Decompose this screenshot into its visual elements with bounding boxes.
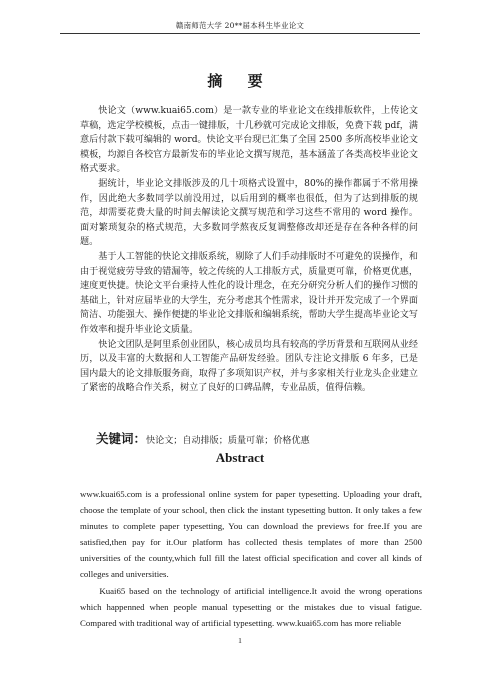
abstract-title-en: Abstract xyxy=(215,450,265,465)
abstract-cn-paragraph-1: 快论文（www.kuai65.com）是一款专业的毕业论文在线排版软件，上传论文草稿，选定学校模板，点击一键排版，十几秒就可完成论文排版，免费下载 pdf，满意后付款下载可编辑的 word。快论文平台现已汇集了全国 2500 多所高校毕业论文模板，均源自各校官方最新发布的毕业论文撰写规范，基本涵盖了各类高校毕业论文格式要求。 xyxy=(80,106,418,175)
running-header: 赣南师范大学 20**届本科生毕业论文 xyxy=(175,21,305,30)
abstract-body-en xyxy=(80,486,422,631)
keywords-line xyxy=(96,431,418,449)
header-rule xyxy=(60,33,420,34)
abstract-body-cn xyxy=(80,104,418,396)
abstract-cn-paragraph-2: 据统计，毕业论文排版涉及的几十项格式设置中，80%的操作都属于不常用操作，因此绝大多数同学以前没用过，以后用到的概率也很低，但为了达到排版的规范，却需要花费大量的时间去解读论文撰写规范和学习这些不常用的 word 操作。面对繁琐复杂的格式规范，大多数同学熬夜反复调整修改却还是存在各种各样的问题。 xyxy=(80,178,418,248)
abstract-en-paragraph-2: Kuai65 based on the technology of artificial intelligence.It avoid the wrong operations which happenned when people manual typesetting or the mistakes due to visual fatigue. Compared with traditional way of artificial typesetting. www.kuai65.com has more reliable xyxy=(80,585,422,628)
abstract-cn-paragraph-3: 基于人工智能的快论文排版系统，剔除了人们手动排版时不可避免的误操作，和由于视觉疲劳导致的错漏等，较之传统的人工排版方式，质量更可靠，价格更优惠，速度更快捷。快论文平台秉持人性化的设计理念，在充分研究分析人们的操作习惯的基础上，针对应届毕业的大学生，充分考虑其个性需求，设计并开发完成了一个界面简洁、功能强大、操作便捷的毕业论文排版和编辑系统，帮助大学生提高毕业论文写作效率和提升毕业论文质量。 xyxy=(80,251,418,335)
keywords-label: 关键词： xyxy=(96,431,147,446)
abstract-cn-paragraph-4: 快论文团队是阿里系创业团队，核心成员均具有较高的学历背景和互联网从业经历，以及丰富的大数据和人工智能产品研发经验。团队专注论文排版 6 年多，已是国内最大的论文排版服务商，取得了多项知识产权，并与多家相关行业龙头企业建立了紧密的战略合作关系，树立了良好的口碑品牌，专业品质，值得信赖。 xyxy=(80,339,418,394)
abstract-en-paragraph-1: www.kuai65.com is a professional online system for paper typesetting. Uploading your draft, choose the template of your school, then click the instant typesetting button. It only takes a few minutes to complete paper typesetting, You can download the previews for free.If you are satisfied,then pay for it.Our platform has collected thesis templates of more than 2500 universities of the county,which full fill the latest official specification and cover all kinds of colleges and universities. xyxy=(80,489,422,580)
keywords-text: 快论文；自动排版；质量可靠；价格优惠 xyxy=(146,436,310,446)
page-number: 1 xyxy=(238,636,242,645)
abstract-title-cn: 摘 要 xyxy=(207,72,273,90)
